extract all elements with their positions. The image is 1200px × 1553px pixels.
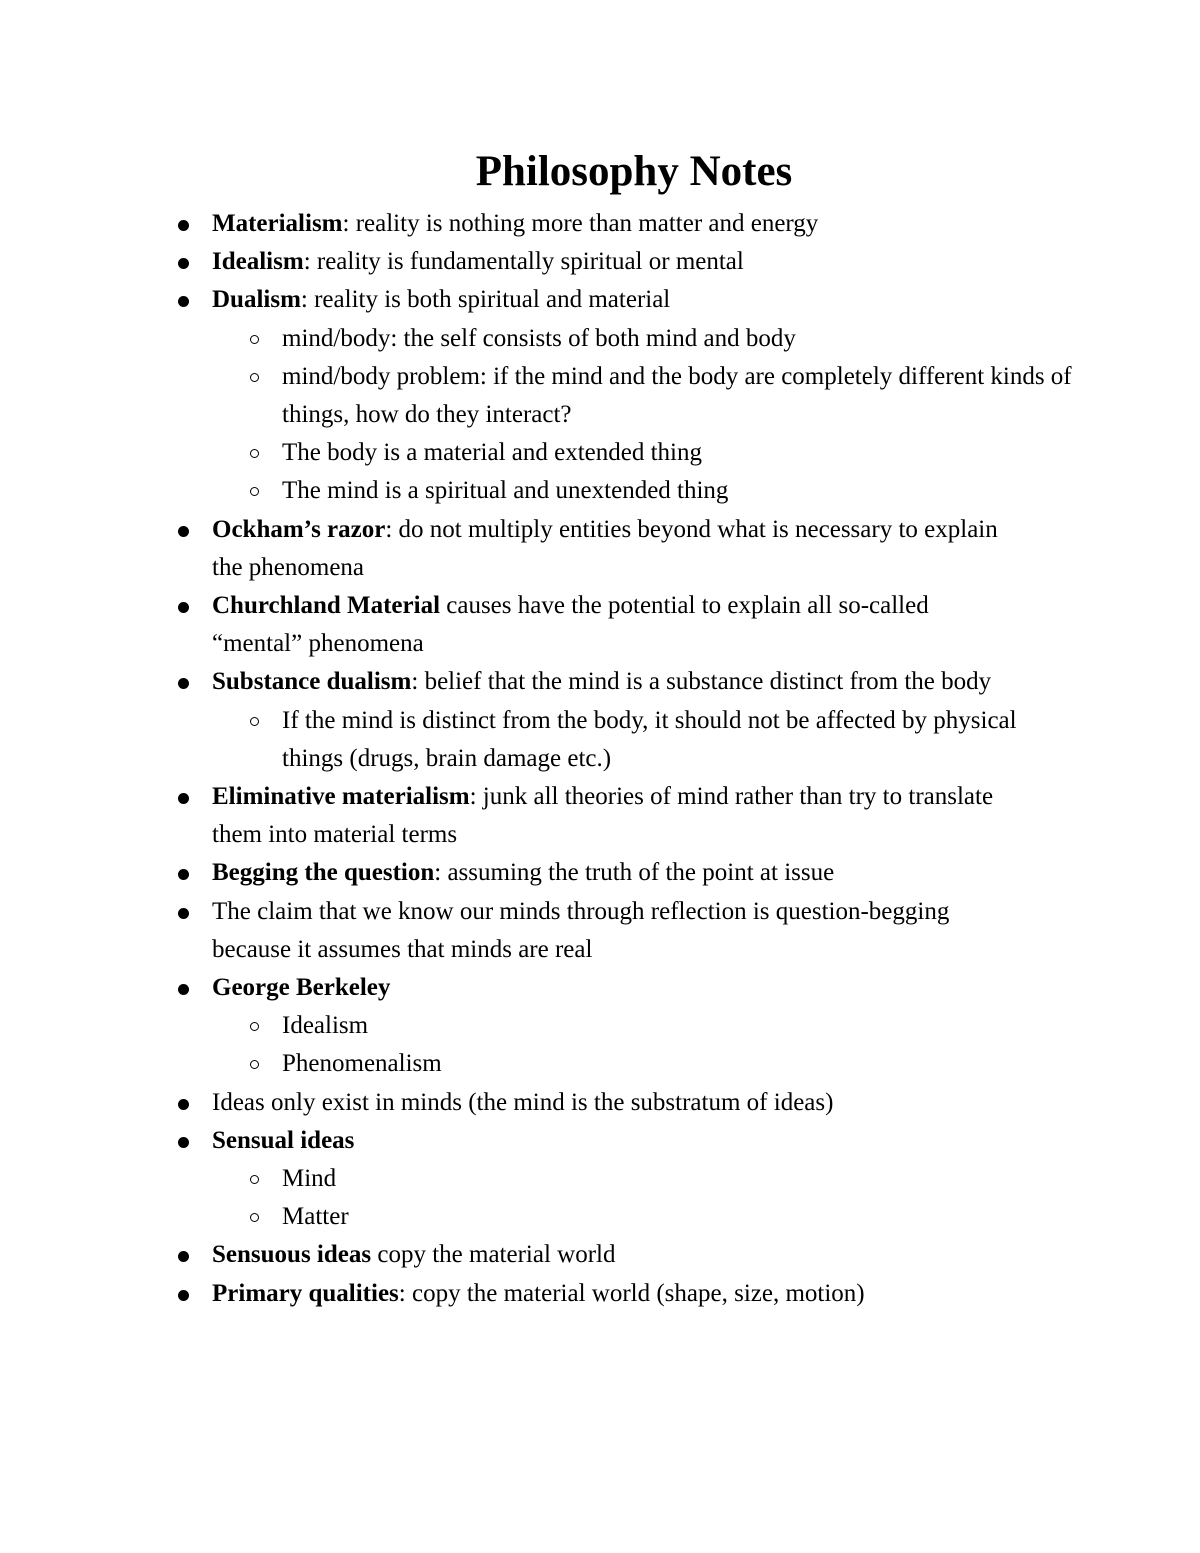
sub-list-item (212, 434, 1062, 472)
item-term: George Berkeley (212, 974, 391, 1002)
sub-list (212, 1160, 1012, 1236)
item-term: Sensual ideas (212, 1126, 355, 1154)
list-item (0, 243, 1012, 281)
item-text: : junk all theories of mind rather than try to translate them into material terms (212, 783, 994, 849)
item-text: : do not multiply entities beyond what is necessary to explain the phenomena (212, 515, 998, 581)
sub-item-text: mind/body: the self consists of both mind and body (282, 324, 796, 352)
item-term: Eliminative materialism (212, 783, 470, 811)
sub-item-text: Idealism (282, 1012, 369, 1040)
item-text: Ideas only exist in minds (the mind is the substratum of ideas) (212, 1088, 834, 1116)
list-item (0, 587, 1012, 663)
list-item (0, 1275, 1012, 1313)
bullet-icon (178, 1290, 189, 1301)
sub-item-text: If the mind is distinct from the body, it should not be affected by physical things (drugs, brain damage etc.) (282, 706, 1017, 772)
sub-item-text: Matter (282, 1203, 349, 1231)
ring-bullet-icon (250, 1213, 259, 1222)
bullet-icon (178, 678, 189, 689)
bullet-icon (178, 258, 189, 269)
item-text: : copy the material world (shape, size, motion) (398, 1279, 865, 1307)
ring-bullet-icon (250, 1022, 259, 1031)
item-text: copy the material world (371, 1241, 616, 1269)
sub-item-text: mind/body problem: if the mind and the body are completely different kinds of things, how do they interact? (282, 362, 1072, 429)
item-term: Sensuous ideas (212, 1241, 372, 1269)
ring-bullet-icon (250, 1175, 259, 1184)
ring-bullet-icon (250, 1060, 259, 1069)
page-title: Philosophy Notes (475, 148, 793, 195)
list-item (0, 663, 1017, 778)
sub-list-item (212, 358, 1072, 434)
list-item (0, 511, 1012, 587)
bullet-icon (178, 296, 189, 307)
bullet-icon (178, 908, 189, 919)
list-item (0, 854, 1012, 892)
bullet-icon (178, 1251, 189, 1262)
bullet-icon (178, 793, 189, 804)
ring-bullet-icon (250, 487, 259, 496)
bullet-icon (178, 984, 189, 995)
sub-list (212, 702, 1017, 778)
item-text: : belief that the mind is a substance distinct from the body (411, 668, 992, 696)
list-item (0, 778, 1012, 854)
bullet-icon (178, 220, 189, 231)
item-term: Ockham’s razor (212, 515, 386, 543)
sub-list-item (212, 320, 1062, 358)
item-text: The claim that we know our minds through reflection is question-begging because it assumes that minds are real (212, 897, 950, 963)
ring-bullet-icon (250, 717, 259, 726)
sub-list (212, 320, 1072, 511)
item-term: Materialism (212, 210, 343, 237)
bullet-icon (178, 1099, 189, 1110)
sub-item-text: Mind (282, 1165, 337, 1193)
item-text: : reality is both spiritual and material (300, 286, 671, 314)
sub-list (212, 1007, 1012, 1083)
sub-item-text: The body is a material and extended thing (282, 439, 703, 467)
item-text: : assuming the truth of the point at issue (434, 859, 835, 887)
notes-list (0, 205, 1200, 1313)
ring-bullet-icon (250, 373, 259, 382)
bullet-icon (178, 526, 189, 537)
list-item (0, 1236, 1012, 1274)
list-item (0, 281, 1072, 510)
sub-list-item (212, 1007, 1062, 1045)
list-item (0, 1084, 1012, 1122)
list-item (0, 205, 1012, 243)
sub-list-item (212, 1045, 1062, 1083)
sub-list-item (212, 1160, 1062, 1198)
list-item (0, 1122, 1012, 1237)
item-term: Idealism (212, 248, 304, 276)
bullet-icon (178, 869, 189, 880)
item-text: : reality is nothing more than matter and energy (342, 210, 819, 237)
bullet-icon (178, 602, 189, 613)
ring-bullet-icon (250, 335, 259, 344)
item-term: Substance dualism (212, 668, 412, 696)
ring-bullet-icon (250, 449, 259, 458)
sub-list-item (212, 702, 1062, 778)
sub-list-item (212, 1198, 1062, 1236)
sub-item-text: Phenomenalism (282, 1050, 442, 1078)
item-term: Begging the question (212, 859, 435, 887)
item-term: Churchland Material (212, 592, 441, 620)
item-text: : reality is fundamentally spiritual or mental (303, 248, 744, 276)
item-text: causes have the potential to explain all so-called “mental” phenomena (212, 592, 929, 658)
sub-item-text: The mind is a spiritual and unextended thing (282, 477, 729, 505)
item-term: Dualism (212, 286, 301, 314)
bullet-icon (178, 1137, 189, 1148)
list-item (0, 893, 1012, 969)
item-term: Primary qualities (212, 1279, 399, 1307)
sub-list-item (212, 472, 1062, 510)
list-item (0, 969, 1012, 1084)
